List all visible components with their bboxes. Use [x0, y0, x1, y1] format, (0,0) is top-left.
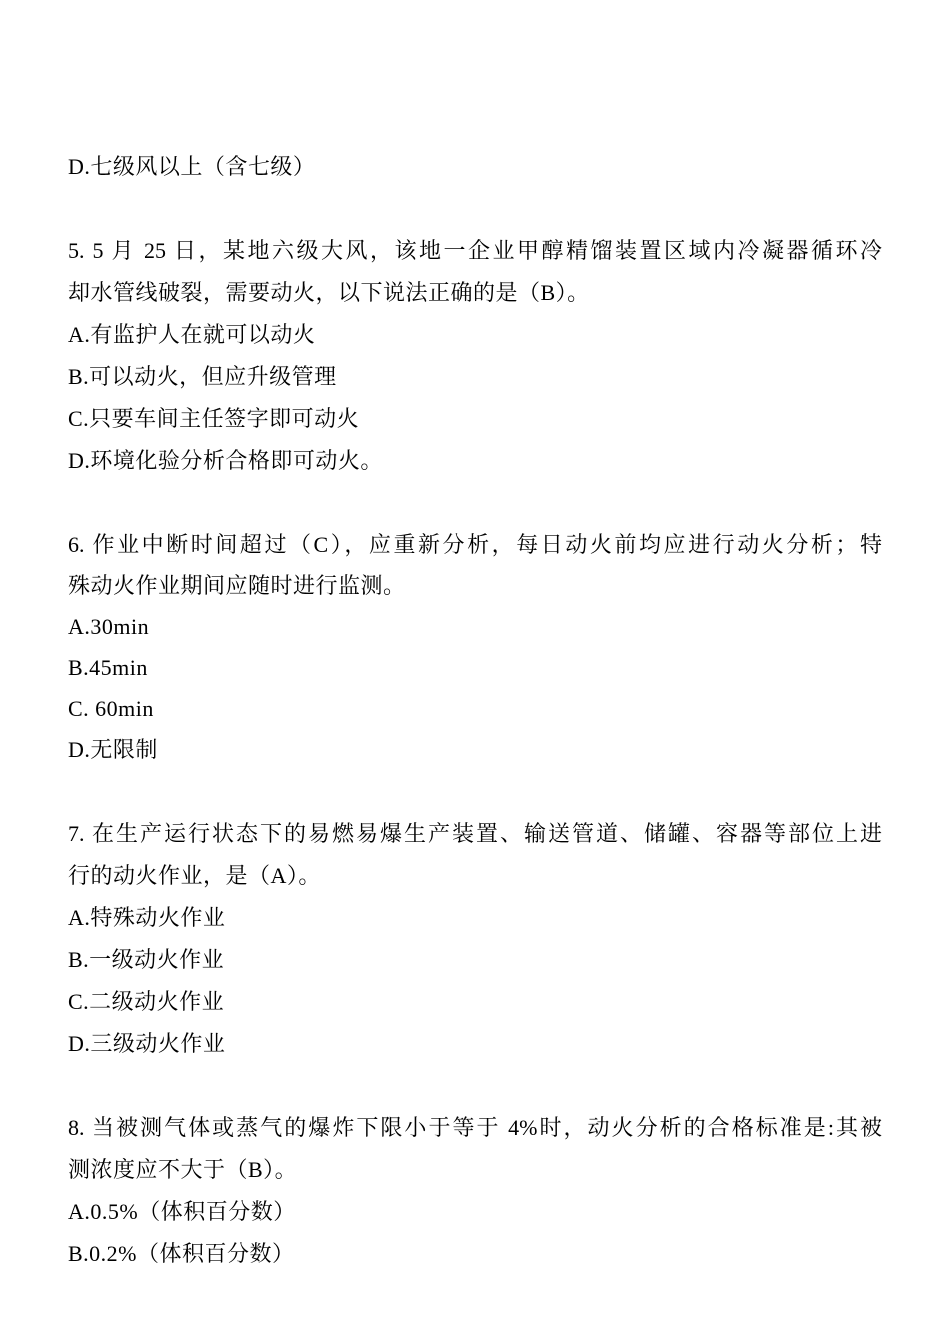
q5-stem-line2: 却水管线破裂，需要动火，以下说法正确的是（B）。: [68, 280, 590, 305]
q6-stem-line2: 殊动火作业期间应随时进行监测。: [68, 573, 406, 598]
q6-stem-line1: 6. 作业中断时间超过（C），应重新分析，每日动火前均应进行动火分析；特: [68, 532, 882, 557]
q8-option-b: B.0.2%（体积百分数）: [68, 1241, 295, 1266]
q5-option-b: B.可以动火，但应升级管理: [68, 364, 337, 389]
q7-option-b: B.一级动火作业: [68, 947, 225, 972]
q6-option-b: B.45min: [68, 655, 148, 680]
q6-option-c: C. 60min: [68, 696, 154, 721]
q5-option-d: D.环境化验分析合格即可动火。: [68, 448, 383, 473]
q8-option-a: A.0.5%（体积百分数）: [68, 1199, 296, 1224]
q5-option-a: A.有监护人在就可以动火: [68, 322, 316, 347]
q7-option-c: C.二级动火作业: [68, 989, 225, 1014]
q6-option-d: D.无限制: [68, 737, 158, 762]
q7-stem-line2: 行的动火作业，是（A）。: [68, 863, 321, 888]
q8-stem-line1: 8. 当被测气体或蒸气的爆炸下限小于等于 4%时，动火分析的合格标准是:其被: [68, 1115, 882, 1140]
q7-stem-line1: 7. 在生产运行状态下的易燃易爆生产装置、输送管道、储罐、容器等部位上进: [68, 821, 882, 846]
q5-option-c: C.只要车间主任签字即可动火: [68, 406, 360, 431]
q6-option-a: A.30min: [68, 614, 150, 639]
q8-stem-line2: 测浓度应不大于（B）。: [68, 1157, 298, 1182]
q7-option-d: D.三级动火作业: [68, 1031, 226, 1056]
q4-option-d: D.七级风以上（含七级）: [68, 154, 316, 179]
q5-stem-line1: 5. 5 月 25 日，某地六级大风，该地一企业甲醇精馏装置区域内冷凝器循环冷: [68, 238, 882, 263]
q7-option-a: A.特殊动火作业: [68, 905, 226, 930]
